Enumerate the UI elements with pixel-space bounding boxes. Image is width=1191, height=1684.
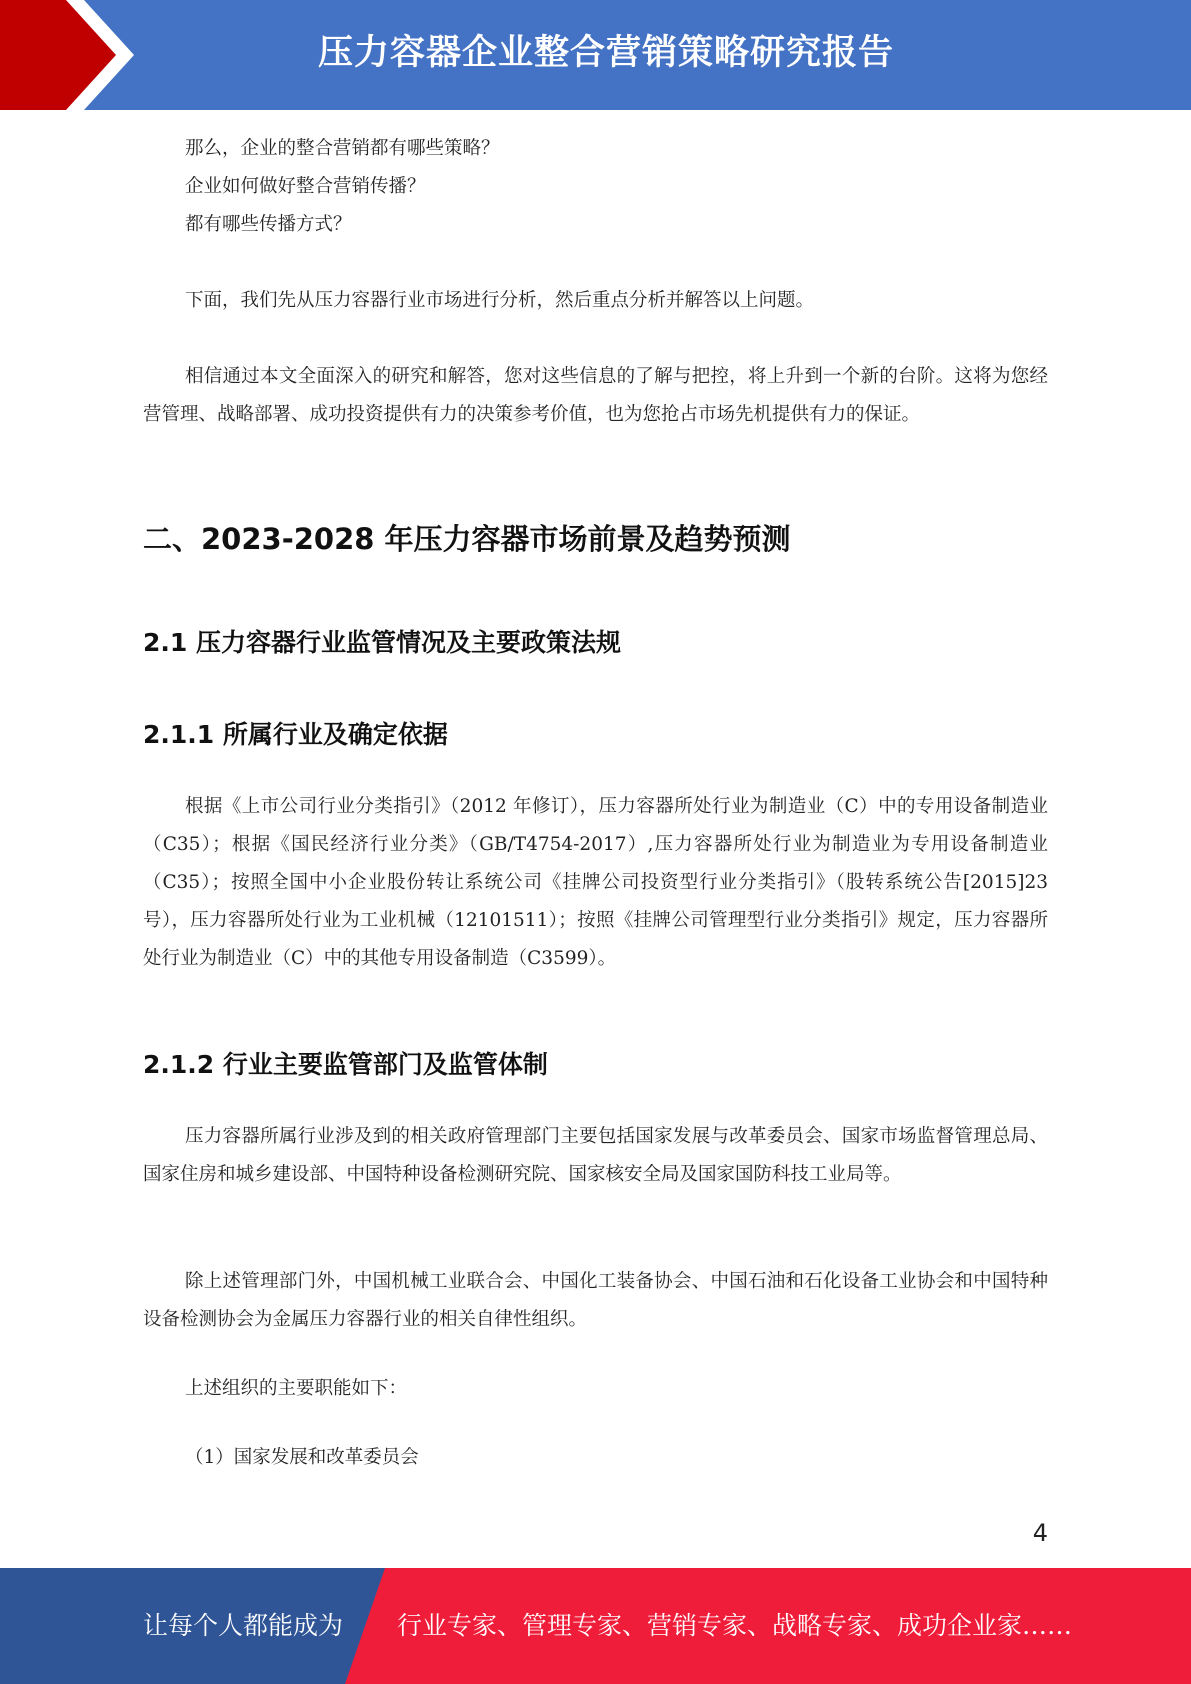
question-communication: 企业如何做好整合营销传播？ [185,176,426,197]
header-banner [0,0,1191,110]
page-number: 4 [1032,1519,1048,1547]
self-regulatory-paragraph: 除上述管理部门外，中国机械工业联合会、中国化工装备协会、中国石油和石化设备工业协会和中国特种设备检测协会为金属压力容器行业的相关自律性组织。 [143,1271,1048,1330]
section-2-heading: 二、2023-2028 年压力容器市场前景及趋势预测 [143,522,791,556]
section-2-1-1-heading: 2.1.1 所属行业及确定依据 [143,720,448,749]
section-2-1-2-heading: 2.1.2 行业主要监管部门及监管体制 [143,1050,548,1079]
footer-slogan-right: 行业专家、管理专家、营销专家、战略专家、成功企业家…… [397,1611,1073,1640]
report-title: 压力容器企业整合营销策略研究报告 [318,33,895,73]
question-strategies: 那么，企业的整合营销都有哪些策略？ [185,138,500,159]
functions-intro: 上述组织的主要职能如下： [185,1378,408,1399]
analysis-paragraph: 下面，我们先从压力容器行业市场进行分析，然后重点分析并解答以上问题。 [185,290,815,311]
industry-classification-paragraph: 根据《上市公司行业分类指引》（2012 年修订），压力容器所处行业为制造业（C）中的专用设备制造业（C35）；根据《国民经济行业分类》（GB/T4754-2017）,压力容器所处行业为制造业为专用设备制造业（C35）；按照全国中小企业股份转让系统公司《挂牌公司投资型行业分类指引》（股转系统公告[2015]23 号），压力容器所处行业为工业机械（12101511）；按照《挂牌公司管理型行业分类指引》规定，压力容器所处行业为制造业（C）中的其他专用设备制造（C3599）。 [143,796,1048,969]
footer-slogan-left: 让每个人都能成为 [143,1611,344,1640]
regulators-paragraph: 压力容器所属行业涉及到的相关政府管理部门主要包括国家发展与改革委员会、国家市场监督管理总局、国家住房和城乡建设部、中国特种设备检测研究院、国家核安全局及国家国防科技工业局等。 [143,1126,1048,1185]
question-methods: 都有哪些传播方式？ [185,214,352,235]
footer-banner [0,1568,1191,1684]
section-2-1-heading: 2.1 压力容器行业监管情况及主要政策法规 [143,628,621,657]
value-paragraph: 相信通过本文全面深入的研究和解答，您对这些信息的了解与把控，将上升到一个新的台阶。这将为您经营管理、战略部署、成功投资提供有力的决策参考价值，也为您抢占市场先机提供有力的保证。 [143,366,1048,425]
header-arrow-decoration [0,0,160,110]
list-item-ndrc: （1）国家发展和改革委员会 [185,1447,419,1468]
